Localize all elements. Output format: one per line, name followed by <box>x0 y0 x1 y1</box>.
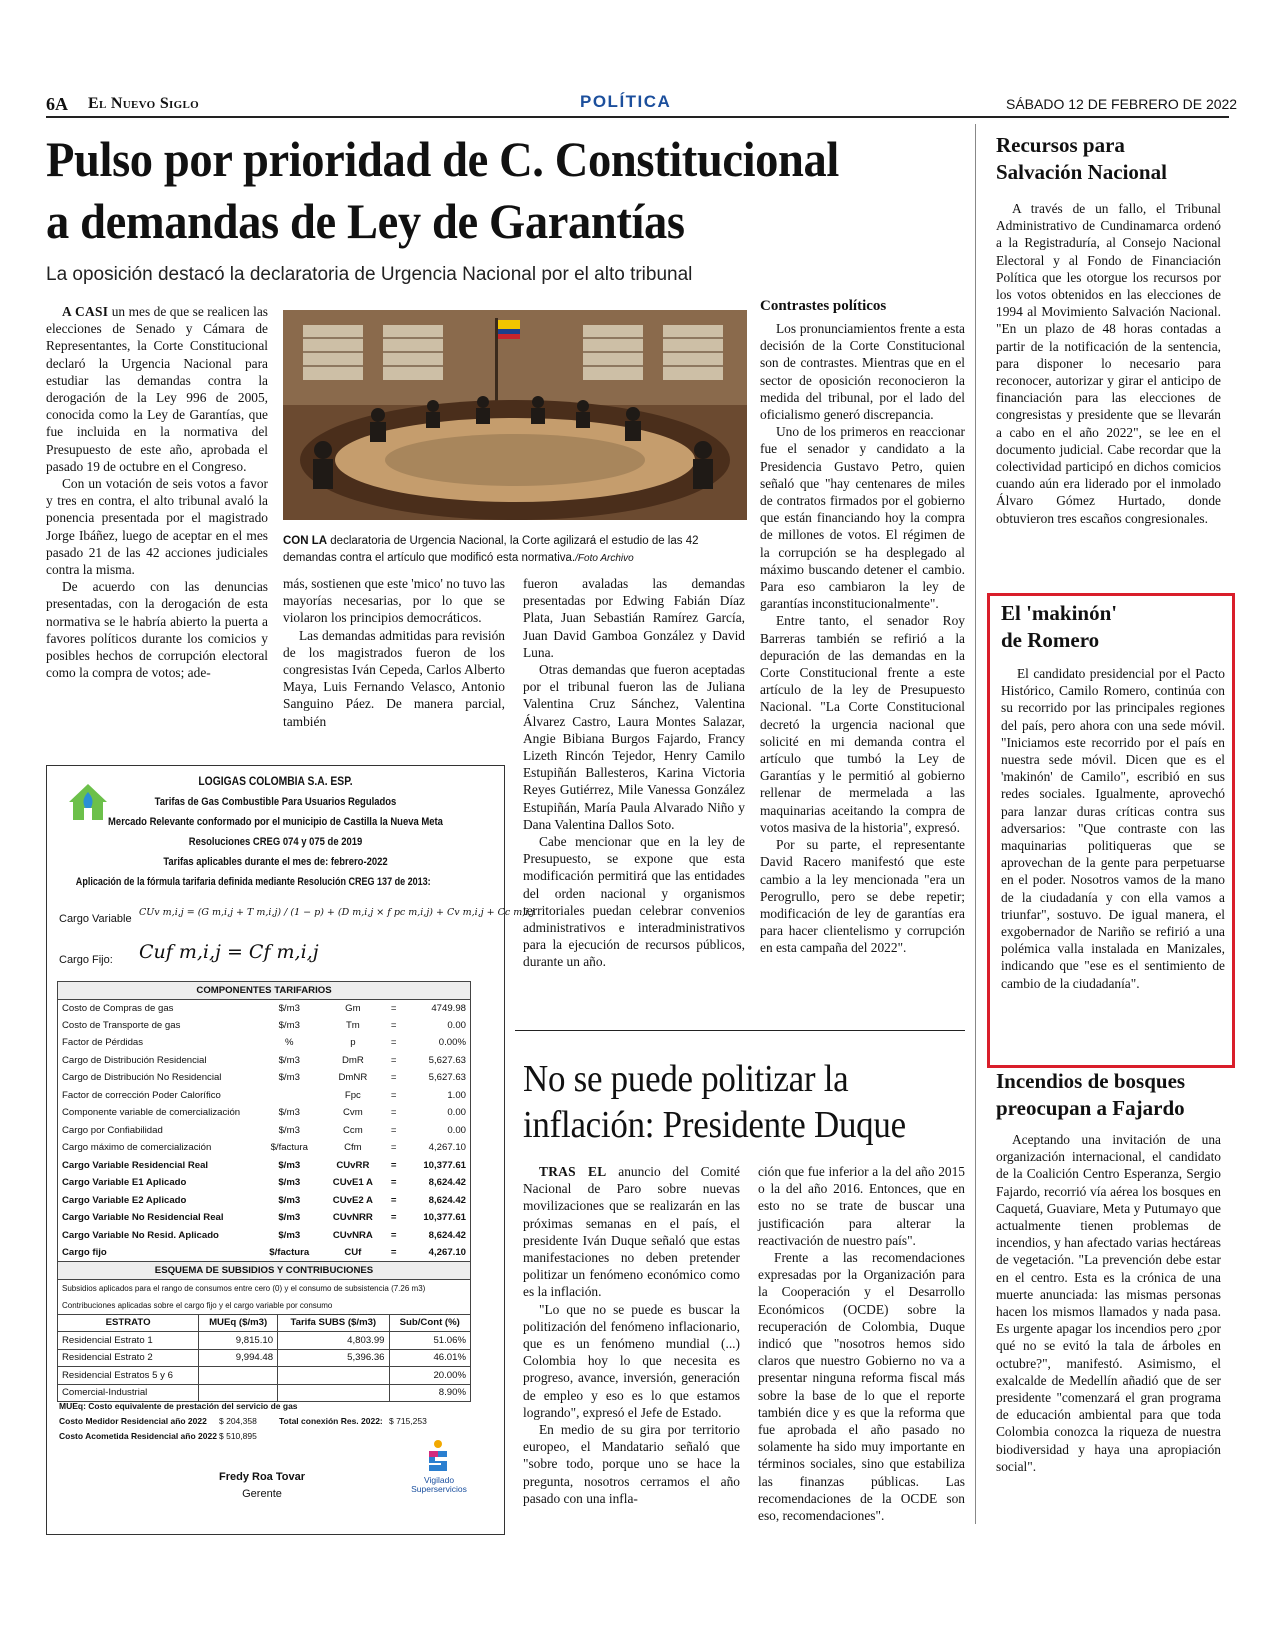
components-title: COMPONENTES TARIFARIOS <box>58 982 471 1000</box>
ad-footnote-label: Costo Acometida Residencial año 2022 <box>59 1431 217 1441</box>
article-column-2 <box>283 575 505 730</box>
component-unit: $/factura <box>270 1142 308 1154</box>
component-name: Factor de corrección Poder Calorífico <box>62 1089 221 1101</box>
sidebar-title-makinon <box>1001 600 1221 654</box>
main-headline <box>46 128 911 252</box>
article-column-3 <box>523 575 745 971</box>
cargo-fijo-label: Cargo Fijo: <box>59 954 113 966</box>
component-name: Costo de Transporte de gas <box>62 1019 181 1031</box>
lead-in: TRAS EL <box>539 1164 607 1179</box>
component-value: 5,627.63 <box>428 1054 466 1066</box>
caption-lead: CON LA <box>283 535 328 547</box>
paragraph: Cabe mencionar que en la ley de Presupuesto, se expone que esta modificación permitirá que las entidades del orden nacional y organismos territoriales puedan celebrar convenios administrativos e interadministrativos para la ejecución de recursos públicos, durante un año. <box>523 834 745 970</box>
component-equals: = <box>390 1054 397 1066</box>
subsidy-row <box>58 1349 471 1367</box>
section-name: POLÍTICA <box>580 92 672 111</box>
sidebar-text-makinon <box>1001 665 1225 992</box>
photo-caption <box>283 533 745 567</box>
paragraph: anuncio del Comité Nacional de Paro sobre nuevas movilizaciones que se realizarán en las próximas semanas en el país, el presidente Iván Duque señaló que estas manifestaciones no deben pretender politizar un fenómeno económico como es la inflación. <box>523 1164 740 1300</box>
component-symbol: DmR <box>341 1054 364 1066</box>
subsidy-tarifa <box>278 1384 389 1402</box>
component-unit: $/m3 <box>278 1159 301 1171</box>
component-row <box>58 1192 471 1210</box>
subsidy-header: Sub/Cont (%) <box>389 1314 471 1332</box>
component-value: 0.00 <box>447 1124 466 1136</box>
paragraph: Frente a las recomendaciones expresadas por la Organización para la Cooperación y el Desarrollo Económicos (OCDE) sobre la recuperación de Colombia, Duque indicó que "nosotros hemos sido claros que nuestro Gobierno no va a presentar ninguna reforma fiscal más sobre la base de lo que el reporte también dice y es que la reforma que fue aprobada el año pasado no solamente ha sido muy importante en términos sociales, sino que estabiliza las finanzas públicas. Las recomendaciones de la OCDE son eso, recomendaciones". <box>758 1250 965 1524</box>
component-equals: = <box>390 1194 397 1206</box>
paragraph: un mes de que se realicen las elecciones de Senado y Cámara de Representantes, la Corte Constitucional declaró la Urgencia Nacional para estudiar las demandas contra la derogación de la Ley 996 de 2005, conocida como la Ley de Garantías, que fue incluida en la normativa del Presupuesto de este año, aprobada el pasado 19 de octubre en el Congreso. <box>46 304 269 474</box>
subsidy-estrato: Residencial Estratos 5 y 6 <box>58 1367 199 1385</box>
subsidy-header: MUEq ($/m3) <box>199 1314 278 1332</box>
ad-line: Mercado Relevante conformado por el municipio de Castilla la Nueva Meta <box>108 816 443 828</box>
component-equals: = <box>390 1002 397 1014</box>
sidebar-title-line1: El 'makinón' <box>1001 601 1118 625</box>
component-value: 4749.98 <box>431 1002 466 1014</box>
ad-line: Tarifas aplicables durante el mes de: febrero-2022 <box>163 856 388 868</box>
paragraph: Las demandas admitidas para revisión de los magistrados fueron de los congresistas Iván Cepeda, Carlos Alberto Maya, Luis Fernando Velasco, Antonio Sanguino Páez. De manera parcial, también <box>283 627 505 729</box>
component-value: 5,627.63 <box>428 1072 466 1084</box>
component-equals: = <box>390 1072 397 1084</box>
paragraph: Uno de los primeros en reaccionar fue el senador y candidato a la Presidencia Gustavo Petro, quien señaló que "hay centenares de miles de contratos firmados por el gobierno que están financiando hoy la compra de millones de votos. El régimen de la corrupción se ha desplegado al máximo buscando detener el cambio. Para eso cambiaron la ley de garantías inconstitucionalmente". <box>760 424 965 612</box>
component-unit: $/m3 <box>278 1054 300 1066</box>
paragraph: Entre tanto, el senador Roy Barreras también se refirió a la depuración de las demandas en la Corte Constitucional frente a este artículo de la ley de Presupuesto Nacional. "La Corte Constitucional decretó la urgencia nacional que solicité en mi demanda contra el artículo que tumbó la Ley de Garantías y le permitió al gobierno rellenar de mermelada a las maquinarias aceitando la compra de votos masiva de la historia", expresó. <box>760 613 965 835</box>
component-unit: $/m3 <box>278 1019 300 1031</box>
component-equals: = <box>390 1229 397 1241</box>
sidebar-title-recursos: Recursos para Salvación Nacional <box>996 133 1167 184</box>
component-symbol: p <box>350 1037 356 1049</box>
second-article-column-2 <box>758 1163 965 1524</box>
component-name: Cargo máximo de comercialización <box>62 1142 212 1154</box>
main-subhead: La oposición destacó la declaratoria de Urgencia Nacional por el alto tribunal <box>46 264 693 285</box>
component-unit: $/m3 <box>278 1177 301 1189</box>
component-unit: $/m3 <box>278 1194 301 1206</box>
sidebar-title-incendios: Incendios de bosques preocupan a Fajardo <box>996 1069 1186 1120</box>
component-row <box>58 1157 471 1175</box>
article-column-1 <box>46 303 268 681</box>
subsidy-note: Subsidios aplicados para el rango de consumos entre cero (0) y el consumo de subsistencia (7.26 m3) <box>62 1283 426 1293</box>
subsidy-estrato: Residencial Estrato 2 <box>58 1349 199 1367</box>
component-row <box>58 1139 471 1157</box>
component-symbol: CUvRR <box>336 1159 370 1171</box>
component-row <box>58 1069 471 1087</box>
court-photo-illustration <box>283 310 747 520</box>
component-value: 8,624.42 <box>428 1194 466 1206</box>
component-symbol: Cfm <box>344 1142 362 1154</box>
section-rule <box>515 1030 965 1031</box>
paragraph: Con un votación de seis votos a favor y tres en contra, el alto tribunal avaló la ponencia presentada por el magistrado Jorge Ibáñez, luego de aceptar en el mes pasado 21 de las 42 acciones judiciales contra la misma. <box>46 476 268 578</box>
component-unit: $/m3 <box>278 1107 300 1119</box>
component-equals: = <box>390 1019 397 1031</box>
ad-footnote-label: Costo Medidor Residencial año 2022 <box>59 1416 207 1426</box>
signer-name: Fredy Roa Tovar <box>219 1471 305 1483</box>
component-unit: $/m3 <box>278 1072 300 1084</box>
cargo-variable-formula: CUv m,i,j = (G m,i,j + T m,i,j) / (1 − p) + (D m,i,j × f pc m,i,j) + Cv m,i,j + Cc m,i,j <box>139 907 535 918</box>
subsidy-row <box>58 1384 471 1402</box>
paragraph: ción que fue inferior a la del año 2015 o la del año 2016. Entonces, que en esto no se trate de buscar una justificación para alterar la reactivación de nuestro país". <box>758 1164 965 1248</box>
caption-text: declaratoria de Urgencia Nacional, la Corte agilizará el estudio de las 42 demandas contra el artículo que modificó esta normativa. <box>283 535 699 564</box>
paragraph: Aceptando una invitación de una organización internacional, el candidato de la Coalición Centro Esperanza, Sergio Fajardo, recorrió vía aérea los bosques en Caquetá, Guaviare, Meta y Putumayo que actualmente tienen problemas de incendios, y han afectado varias hectáreas de vegetación. "La prevención debe estar en el centro. Esta es la crónica de una muerte anunciada: las mismas personas hacen los mismos llamados y nada pasa. Es urgente apagar los incendios pero ¿por qué no se evitó la tala de árboles en octubre?", manifestó. Asimismo, el exalcalde de Medellín añadió que de ser presidente "comenzará el gran programa de educación ambiental para que toda Colombia conozca la riqueza de nuestra biodiversidad y haya una apropiación social". <box>996 1132 1221 1474</box>
component-row <box>58 999 471 1017</box>
component-name: Componente variable de comercialización <box>62 1107 241 1119</box>
subsidy-row <box>58 1332 471 1350</box>
page-number: 6A <box>46 94 68 114</box>
component-equals: = <box>390 1124 397 1136</box>
subsidy-header: Tarifa SUBS ($/m3) <box>278 1314 389 1332</box>
component-equals: = <box>390 1037 397 1049</box>
component-name: Cargo fijo <box>62 1247 107 1258</box>
component-symbol: Fpc <box>344 1089 361 1101</box>
ad-line: Tarifas de Gas Combustible Para Usuarios Regulados <box>154 796 397 808</box>
component-row <box>58 1174 471 1192</box>
subsidy-tarifa <box>278 1367 389 1385</box>
ad-company: LOGIGAS COLOMBIA S.A. ESP. <box>198 774 353 788</box>
component-equals: = <box>390 1107 397 1119</box>
ad-footnote-value: $ 204,358 <box>219 1416 257 1426</box>
component-value: 1.00 <box>447 1089 466 1101</box>
second-headline-line2: inflación: Presidente Duque <box>523 1104 906 1146</box>
gas-tariff-ad <box>46 765 535 1535</box>
subsidy-mueq: 9,815.10 <box>199 1332 278 1350</box>
cargo-fijo-formula: Cuf m,i,j = Cf m,i,j <box>139 941 319 963</box>
component-name: Cargo por Confiabilidad <box>62 1124 163 1136</box>
component-symbol: DmNR <box>338 1072 368 1084</box>
component-value: 4,267.10 <box>428 1247 466 1258</box>
component-unit <box>258 1087 322 1105</box>
component-name: Cargo Variable E2 Aplicado <box>62 1194 187 1206</box>
paragraph: más, sostienen que este 'mico' no tuvo las mayorías necesarias, por lo que se violaron los principios democráticos. <box>283 576 506 626</box>
paragraph: De acuerdo con las denuncias presentadas, con la derogación de esta normativa se le habría abierto la puerta a favores políticos durante los comicios y posibles hechos de corrupción electoral como la compra de votos; ade- <box>46 579 268 681</box>
second-headline-line1: No se puede politizar la <box>523 1058 849 1100</box>
sidebar-title-line2: de Romero <box>1001 628 1100 652</box>
main-headline-line2: a demandas de Ley de Garantías <box>46 193 685 249</box>
issue-date: SÁBADO 12 DE FEBRERO DE 2022 <box>1006 96 1238 112</box>
component-value: 10,377.61 <box>423 1159 466 1171</box>
ad-line: Resoluciones CREG 074 y 075 de 2019 <box>188 836 363 848</box>
ad-footnote-value: $ 715,253 <box>389 1416 427 1426</box>
subsidy-percent: 20.00% <box>389 1367 471 1385</box>
article-column-4 <box>760 298 965 957</box>
component-equals: = <box>390 1177 397 1189</box>
ad-footnote-value: $ 510,895 <box>219 1431 257 1441</box>
lead-in: A CASI <box>62 304 109 319</box>
component-equals: = <box>390 1142 397 1154</box>
component-symbol: Cvm <box>343 1107 363 1119</box>
subsection-heading: Contrastes políticos <box>760 298 887 314</box>
component-name: Cargo Variable No Residencial Real <box>62 1212 224 1224</box>
subsidy-mueq <box>199 1384 278 1402</box>
component-unit: $/m3 <box>278 1124 300 1136</box>
paragraph: A través de un fallo, el Tribunal Administrativo de Cundinamarca ordenó a la Registraduría, al Consejo Nacional Electoral y al Fondo de Financiación Política que les otorgue los recursos por los votos obtenidos en las elecciones de 1994 al Movimiento Salvación Nacional. "En un plazo de 48 horas contadas a partir de la notificación de la sentencia, para disponer lo necesario para reconocer, autorizar y girar el anticipo de financiación para las elecciones de congresistas y presidente que se llevarán a cabo en el año 2022", se lee en el documento judicial. Cabe recordar que la colectividad participó en dichos comicios cuando aún era liderado por el inmolado Álvaro Gómez Hurtado, donde obtuvieron tres escaños congresionales. <box>996 201 1221 526</box>
subsidy-note: Contribuciones aplicadas sobre el cargo fijo y el cargo variable por consumo <box>58 1297 471 1315</box>
component-symbol: Tm <box>345 1019 360 1031</box>
component-symbol: Ccm <box>343 1124 363 1136</box>
component-unit: $/factura <box>269 1247 310 1258</box>
subsidy-percent: 8.90% <box>389 1384 471 1402</box>
component-symbol: CUvNRR <box>332 1212 373 1224</box>
component-name: Costo de Compras de gas <box>62 1002 174 1014</box>
component-row <box>58 1087 471 1105</box>
component-row <box>58 1052 471 1070</box>
component-symbol: Gm <box>345 1002 361 1014</box>
component-value: 8,624.42 <box>428 1177 466 1189</box>
components-table <box>57 981 471 1262</box>
subsidy-table <box>57 1261 471 1402</box>
component-value: 4,267.10 <box>428 1142 466 1154</box>
paragraph: Por su parte, el representante David Racero manifestó que este cambio a la ley mencionada "era un Perogrullo, pero se debe repetir; modificación de ley de garantías era para hacer clientelismo y corrupción en esta campaña del 2022". <box>760 837 965 956</box>
component-equals: = <box>390 1247 397 1258</box>
component-name: Factor de Pérdidas <box>62 1037 144 1049</box>
ad-footnote-label: Total conexión Res. 2022: <box>279 1416 383 1426</box>
component-value: 10,377.61 <box>423 1212 466 1224</box>
subsidy-title: ESQUEMA DE SUBSIDIOS Y CONTRIBUCIONES <box>58 1262 471 1280</box>
superservicios-logo-icon <box>425 1439 451 1473</box>
component-value: 0.00 <box>447 1107 466 1119</box>
component-unit: % <box>284 1037 294 1049</box>
second-article-column-1 <box>523 1163 740 1507</box>
component-row <box>58 1244 471 1262</box>
newspaper-name: El Nuevo Siglo <box>88 95 199 112</box>
component-name: Cargo de Distribución No Residencial <box>62 1072 222 1084</box>
component-unit: $/m3 <box>278 1002 300 1014</box>
component-value: 8,624.42 <box>428 1229 466 1241</box>
component-name: Cargo Variable No Resid. Aplicado <box>62 1229 219 1241</box>
cargo-variable-label: Cargo Variable <box>59 913 132 925</box>
component-row <box>58 1209 471 1227</box>
paragraph: Los pronunciamientos frente a esta decisión de la Corte Constitucional son de contrastes. Mientras que en el sector de oposición reconocieron la medida del tribunal, por el lado del oficialismo generó discrepancia. <box>760 321 965 423</box>
paragraph: Otras demandas que fueron aceptadas por el tribunal fueron las de Juliana Valentina Cruz Sánchez, Valentina Álvarez Castro, Laura Montes Salazar, Angie Bibiana Burgos Fajardo, Francy Lizeth Rincón Tejedor, Henry Camilo Estupiñán Ballesteros, Karina Victoria Reyes Gutiérrez, Mile Vanessa González Estupiñán, María Paula Alvarado Niño y Dana Valentina Dallos Soto. <box>523 662 745 832</box>
component-row <box>58 1227 471 1245</box>
subsidy-percent: 46.01% <box>389 1349 471 1367</box>
component-row <box>58 1034 471 1052</box>
subsidy-row <box>58 1367 471 1385</box>
component-equals: = <box>390 1212 397 1224</box>
second-headline <box>523 1056 906 1148</box>
component-name: Cargo Variable Residencial Real <box>62 1159 209 1171</box>
subsidy-header: ESTRATO <box>58 1314 199 1332</box>
component-equals: = <box>390 1159 397 1171</box>
component-value: 0.00 <box>447 1019 466 1031</box>
vigilado-line: Superservicios <box>411 1484 467 1494</box>
subsidy-percent: 51.06% <box>389 1332 471 1350</box>
component-unit: $/m3 <box>278 1212 301 1224</box>
component-symbol: CUvE1 A <box>332 1177 373 1189</box>
court-photo <box>283 310 747 520</box>
paragraph: En medio de su gira por territorio europeo, el Mandatario señaló que "sobre todo, porque uno se hace la pregunta, nosotros cerramos el año pasado con una infla- <box>523 1422 740 1506</box>
main-headline-line1: Pulso por prioridad de C. Constitucional <box>46 131 839 187</box>
ad-footnote: MUEq: Costo equivalente de prestación del servicio de gas <box>59 1401 298 1411</box>
sidebar-text-recursos <box>996 200 1221 527</box>
subsidy-estrato: Comercial-Industrial <box>58 1384 199 1402</box>
header-rule <box>46 116 1229 118</box>
component-symbol: CUf <box>344 1247 362 1258</box>
component-symbol: CUvNRA <box>332 1229 373 1241</box>
subsidy-tarifa: 5,396.36 <box>278 1349 389 1367</box>
photo-credit: /Foto Archivo <box>575 553 634 564</box>
component-unit: $/m3 <box>278 1229 301 1241</box>
ad-line: Aplicación de la fórmula tarifaria definida mediante Resolución CREG 137 de 2013: <box>75 876 431 888</box>
sidebar-divider <box>975 124 976 1524</box>
paragraph: fueron avaladas las demandas presentadas por Edwing Fabián Díaz Plata, Juan Sebastián Ramírez García, Juan David Gamboa González y David Luna. <box>523 576 745 660</box>
subsidy-tarifa: 4,803.99 <box>278 1332 389 1350</box>
component-name: Cargo Variable E1 Aplicado <box>62 1177 187 1189</box>
component-name: Cargo de Distribución Residencial <box>62 1054 207 1066</box>
component-symbol: CUvE2 A <box>332 1194 373 1206</box>
subsidy-mueq <box>199 1367 278 1385</box>
vigilado-line: Vigilado <box>423 1475 455 1485</box>
component-row <box>58 1122 471 1140</box>
paragraph: El candidato presidencial por el Pacto Histórico, Camilo Romero, continúa con su recorrido por las principales regiones del país, pero ahora con una sede móvil. "Iniciamos este recorrido por el país en nuestra sede móvil. Dicen que es el 'makinón' de Camilo", escribió en sus redes sociales. Igualmente, aprovechó para lanzar duras críticas contra sus adversarios: "Que contraste con las maquinarias politiqueras que se aprovechan de la gente para perpetuarse en el poder. Nosotros vamos de la mano de la ciudadanía y con ella vamos a triunfar", sostuvo. De igual manera, el exgobernador de Nariño se refirió a una polémica valla instalada en Manizales, indicando que "ese es el sentimiento de cambio de la ciudadanía". <box>1001 666 1225 991</box>
subsidy-estrato: Residencial Estrato 1 <box>58 1332 199 1350</box>
component-value: 0.00% <box>438 1037 466 1049</box>
subsidy-mueq: 9,994.48 <box>199 1349 278 1367</box>
vigilado-label <box>399 1476 479 1494</box>
component-row <box>58 1017 471 1035</box>
sidebar-text-incendios <box>996 1131 1221 1475</box>
signer-title: Gerente <box>242 1488 282 1500</box>
component-equals: = <box>390 1089 397 1101</box>
component-row <box>58 1104 471 1122</box>
paragraph: "Lo que no se puede es buscar la politización del fenómeno inflacionario, que es un fenómeno mundial (...) Colombia hoy lo que necesita es progreso, avance, inversión, generación de empleo y eso es lo que estamos logrando", expresó el Jefe de Estado. <box>523 1301 740 1420</box>
